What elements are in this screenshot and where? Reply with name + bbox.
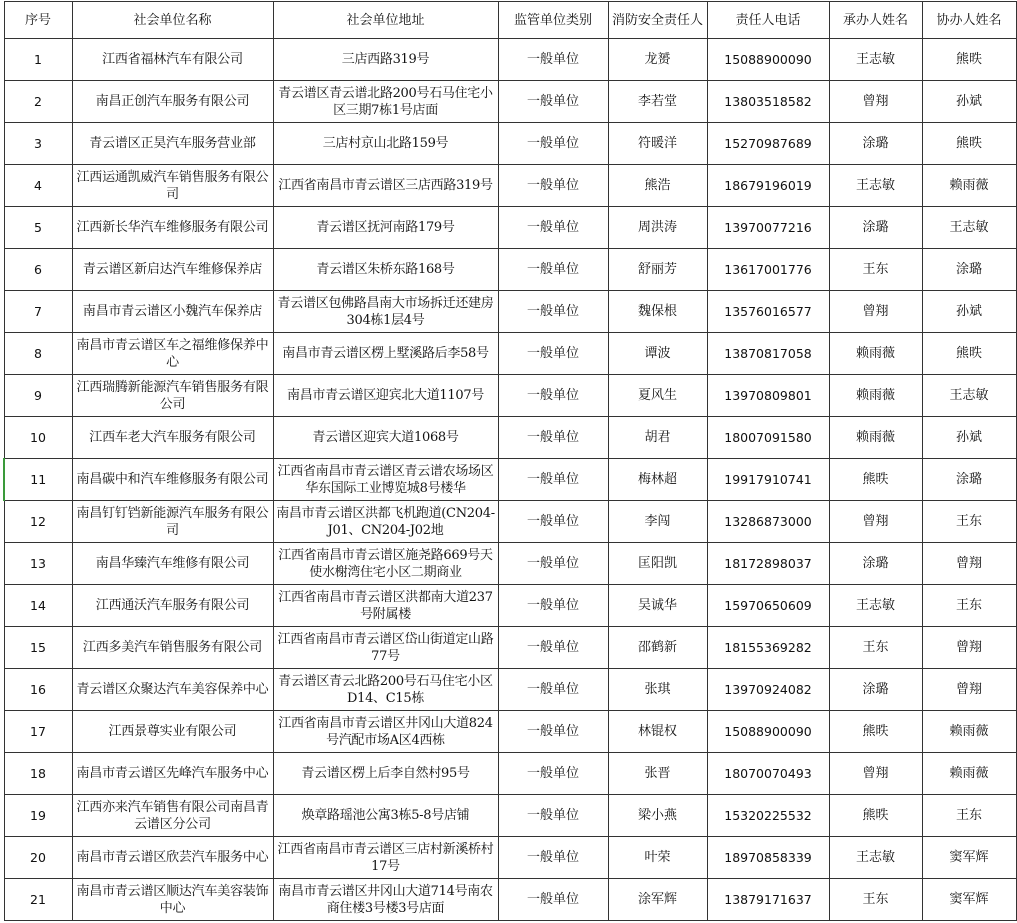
cell-phone[interactable]: 15088900090 <box>707 39 829 81</box>
cell-category[interactable]: 一般单位 <box>498 837 608 879</box>
cell-assistant[interactable]: 王东 <box>922 501 1016 543</box>
cell-category[interactable]: 一般单位 <box>498 165 608 207</box>
cell-handler[interactable]: 曾翔 <box>829 753 922 795</box>
cell-address[interactable]: 青云谱区包佛路昌南大市场拆迁还建房304栋1层4号 <box>273 291 498 333</box>
cell-address[interactable]: 江西省南昌市青云谱区岱山街道定山路77号 <box>273 627 498 669</box>
cell-unit-name[interactable]: 青云谱区正昊汽车服务营业部 <box>72 123 273 165</box>
cell-phone[interactable]: 13286873000 <box>707 501 829 543</box>
cell-handler[interactable]: 曾翔 <box>829 81 922 123</box>
cell-phone[interactable]: 15970650609 <box>707 585 829 627</box>
cell-category[interactable]: 一般单位 <box>498 585 608 627</box>
cell-category[interactable]: 一般单位 <box>498 669 608 711</box>
table-row <box>4 795 1016 837</box>
table-row <box>4 837 1016 879</box>
cell-unit-name[interactable]: 南昌市青云谱区先峰汽车服务中心 <box>72 753 273 795</box>
cell-assistant[interactable]: 涂璐 <box>922 459 1016 501</box>
cell-unit-name[interactable]: 江西多美汽车销售服务有限公司 <box>72 627 273 669</box>
cell-address[interactable]: 江西省南昌市青云谱区青云谱农场场区华东国际工业博览城8号楼华 <box>273 459 498 501</box>
header-seq[interactable]: 序号 <box>4 2 72 39</box>
cell-unit-name[interactable]: 江西亦来汽车销售有限公司南昌青云谱区分公司 <box>72 795 273 837</box>
cell-seq[interactable]: 20 <box>4 837 72 879</box>
cell-handler[interactable]: 王东 <box>829 249 922 291</box>
table-row <box>4 207 1016 249</box>
cell-phone[interactable]: 15088900090 <box>707 711 829 753</box>
cell-phone[interactable]: 18679196019 <box>707 165 829 207</box>
cell-category[interactable]: 一般单位 <box>498 879 608 921</box>
cell-assistant[interactable]: 赖雨薇 <box>922 711 1016 753</box>
table-row <box>4 333 1016 375</box>
table-row <box>4 417 1016 459</box>
cell-fire-person[interactable]: 李若堂 <box>608 81 707 123</box>
cell-assistant[interactable]: 赖雨薇 <box>922 165 1016 207</box>
cell-seq[interactable]: 12 <box>4 501 72 543</box>
table-row <box>4 543 1016 585</box>
cell-seq[interactable]: 10 <box>4 417 72 459</box>
cell-fire-person[interactable]: 邵鹤新 <box>608 627 707 669</box>
header-name[interactable]: 社会单位名称 <box>72 2 273 39</box>
cell-category[interactable]: 一般单位 <box>498 333 608 375</box>
cell-phone[interactable]: 18070070493 <box>707 753 829 795</box>
header-phone[interactable]: 责任人电话 <box>707 2 829 39</box>
cell-phone[interactable]: 13970809801 <box>707 375 829 417</box>
cell-phone[interactable]: 18155369282 <box>707 627 829 669</box>
table-row <box>4 291 1016 333</box>
cell-fire-person[interactable]: 舒丽芳 <box>608 249 707 291</box>
cell-address[interactable]: 南昌市青云谱区洪都飞机跑道(CN204-J01、CN204-J02地 <box>273 501 498 543</box>
cell-category[interactable]: 一般单位 <box>498 207 608 249</box>
cell-phone[interactable]: 18970858339 <box>707 837 829 879</box>
cell-handler[interactable]: 赖雨薇 <box>829 333 922 375</box>
cell-address[interactable]: 青云谱区朱桥东路168号 <box>273 249 498 291</box>
header-fire-person[interactable]: 消防安全责任人 <box>608 2 707 39</box>
header-address[interactable]: 社会单位地址 <box>273 2 498 39</box>
cell-category[interactable]: 一般单位 <box>498 417 608 459</box>
cell-unit-name[interactable]: 南昌市青云谱区顺达汽车美容装饰中心 <box>72 879 273 921</box>
cell-handler[interactable]: 王志敏 <box>829 585 922 627</box>
cell-handler[interactable]: 王志敏 <box>829 165 922 207</box>
cell-phone[interactable]: 13970077216 <box>707 207 829 249</box>
table-row <box>4 627 1016 669</box>
cell-handler[interactable]: 王东 <box>829 627 922 669</box>
cell-phone[interactable]: 13970924082 <box>707 669 829 711</box>
cell-unit-name[interactable]: 江西通沃汽车服务有限公司 <box>72 585 273 627</box>
cell-address[interactable]: 青云谱区迎宾大道1068号 <box>273 417 498 459</box>
cell-phone[interactable]: 18172898037 <box>707 543 829 585</box>
cell-seq[interactable]: 8 <box>4 333 72 375</box>
cell-seq[interactable]: 21 <box>4 879 72 921</box>
cell-handler[interactable]: 涂璐 <box>829 669 922 711</box>
cell-category[interactable]: 一般单位 <box>498 627 608 669</box>
cell-handler[interactable]: 涂璐 <box>829 543 922 585</box>
cell-handler[interactable]: 涂璐 <box>829 207 922 249</box>
cell-phone[interactable]: 13617001776 <box>707 249 829 291</box>
cell-unit-name[interactable]: 南昌市青云谱区小魏汽车保养店 <box>72 291 273 333</box>
cell-fire-person[interactable]: 匡阳凯 <box>608 543 707 585</box>
header-category[interactable]: 监管单位类别 <box>498 2 608 39</box>
cell-assistant[interactable]: 熊昳 <box>922 39 1016 81</box>
cell-handler[interactable]: 赖雨薇 <box>829 417 922 459</box>
cell-assistant[interactable]: 赖雨薇 <box>922 753 1016 795</box>
cell-unit-name[interactable]: 江西新长华汽车维修服务有限公司 <box>72 207 273 249</box>
cell-phone[interactable]: 13576016577 <box>707 291 829 333</box>
unit-table <box>3 1 1017 921</box>
cell-assistant[interactable]: 窦军辉 <box>922 837 1016 879</box>
cell-fire-person[interactable]: 夏风生 <box>608 375 707 417</box>
cell-address[interactable]: 江西省南昌市青云谱区井冈山大道824号汽配市场A区4西栋 <box>273 711 498 753</box>
cell-category[interactable]: 一般单位 <box>498 711 608 753</box>
cell-address[interactable]: 青云谱区青云谱北路200号石马住宅小区三期7栋1号店面 <box>273 81 498 123</box>
cell-assistant[interactable]: 熊昳 <box>922 333 1016 375</box>
cell-category[interactable]: 一般单位 <box>498 81 608 123</box>
cell-phone[interactable]: 18007091580 <box>707 417 829 459</box>
cell-seq[interactable]: 7 <box>4 291 72 333</box>
cell-unit-name[interactable]: 南昌华臻汽车维修有限公司 <box>72 543 273 585</box>
cell-category[interactable]: 一般单位 <box>498 543 608 585</box>
cell-assistant[interactable]: 曾翔 <box>922 543 1016 585</box>
cell-seq[interactable]: 3 <box>4 123 72 165</box>
cell-unit-name[interactable]: 江西省福林汽车有限公司 <box>72 39 273 81</box>
cell-category[interactable]: 一般单位 <box>498 795 608 837</box>
cell-phone[interactable]: 13870817058 <box>707 333 829 375</box>
cell-fire-person[interactable]: 魏保根 <box>608 291 707 333</box>
table-row <box>4 81 1016 123</box>
cell-seq[interactable]: 2 <box>4 81 72 123</box>
cell-seq[interactable]: 6 <box>4 249 72 291</box>
cell-handler[interactable]: 熊昳 <box>829 711 922 753</box>
cell-seq[interactable]: 11 <box>4 459 72 501</box>
cell-address[interactable]: 江西省南昌市青云谱区三店西路319号 <box>273 165 498 207</box>
cell-category[interactable]: 一般单位 <box>498 249 608 291</box>
cell-phone[interactable]: 13803518582 <box>707 81 829 123</box>
cell-fire-person[interactable]: 谭波 <box>608 333 707 375</box>
cell-phone[interactable]: 19917910741 <box>707 459 829 501</box>
cell-assistant[interactable]: 涂璐 <box>922 249 1016 291</box>
cell-assistant[interactable]: 王东 <box>922 795 1016 837</box>
cell-address[interactable]: 三店村京山北路159号 <box>273 123 498 165</box>
cell-assistant[interactable]: 窦军辉 <box>922 879 1016 921</box>
cell-seq[interactable]: 13 <box>4 543 72 585</box>
cell-handler[interactable]: 王志敏 <box>829 837 922 879</box>
cell-assistant[interactable]: 王志敏 <box>922 207 1016 249</box>
cell-seq[interactable]: 9 <box>4 375 72 417</box>
cell-fire-person[interactable]: 张晋 <box>608 753 707 795</box>
cell-fire-person[interactable]: 林锟权 <box>608 711 707 753</box>
table-row <box>4 753 1016 795</box>
header-assistant[interactable]: 协办人姓名 <box>922 2 1016 39</box>
cell-address[interactable]: 江西省南昌市青云谱区三店村新溪桥村17号 <box>273 837 498 879</box>
table-row <box>4 375 1016 417</box>
cell-address[interactable]: 青云谱区青云北路200号石马住宅小区D14、C15栋 <box>273 669 498 711</box>
cell-seq[interactable]: 16 <box>4 669 72 711</box>
table-row <box>4 165 1016 207</box>
cell-handler[interactable]: 王志敏 <box>829 39 922 81</box>
cell-seq[interactable]: 19 <box>4 795 72 837</box>
cell-category[interactable]: 一般单位 <box>498 375 608 417</box>
cell-category[interactable]: 一般单位 <box>498 123 608 165</box>
cell-handler[interactable]: 曾翔 <box>829 501 922 543</box>
table-row <box>4 669 1016 711</box>
cell-unit-name[interactable]: 青云谱区新启达汽车维修保养店 <box>72 249 273 291</box>
table-row <box>4 501 1016 543</box>
cell-address[interactable]: 南昌市青云谱区迎宾北大道1107号 <box>273 375 498 417</box>
cell-fire-person[interactable]: 张琪 <box>608 669 707 711</box>
cell-unit-name[interactable]: 江西瑞腾新能源汽车销售服务有限公司 <box>72 375 273 417</box>
table-row <box>4 879 1016 921</box>
cell-assistant[interactable]: 王志敏 <box>922 375 1016 417</box>
cell-assistant[interactable]: 王东 <box>922 585 1016 627</box>
cell-assistant[interactable]: 孙斌 <box>922 81 1016 123</box>
cell-unit-name[interactable]: 南昌碳中和汽车维修服务有限公司 <box>72 459 273 501</box>
cell-address[interactable]: 焕章路瑶池公寓3栋5-8号店铺 <box>273 795 498 837</box>
cell-unit-name[interactable]: 江西景尊实业有限公司 <box>72 711 273 753</box>
cell-fire-person[interactable]: 李闯 <box>608 501 707 543</box>
cell-seq[interactable]: 14 <box>4 585 72 627</box>
cell-phone[interactable]: 13879171637 <box>707 879 829 921</box>
cell-unit-name[interactable]: 南昌正创汽车服务有限公司 <box>72 81 273 123</box>
cell-category[interactable]: 一般单位 <box>498 291 608 333</box>
cell-fire-person[interactable]: 涂军辉 <box>608 879 707 921</box>
cell-fire-person[interactable]: 吴诚华 <box>608 585 707 627</box>
cell-phone[interactable]: 15270987689 <box>707 123 829 165</box>
cell-fire-person[interactable]: 梁小燕 <box>608 795 707 837</box>
cell-address[interactable]: 江西省南昌市青云谱区洪都南大道237号附属楼 <box>273 585 498 627</box>
cell-fire-person[interactable]: 熊浩 <box>608 165 707 207</box>
cell-fire-person[interactable]: 周洪涛 <box>608 207 707 249</box>
cell-unit-name[interactable]: 青云谱区众聚达汽车美容保养中心 <box>72 669 273 711</box>
cell-fire-person[interactable]: 符暖洋 <box>608 123 707 165</box>
cell-fire-person[interactable]: 胡君 <box>608 417 707 459</box>
cell-address[interactable]: 青云谱区楞上后李自然村95号 <box>273 753 498 795</box>
cell-unit-name[interactable]: 江西车老大汽车服务有限公司 <box>72 417 273 459</box>
cell-address[interactable]: 江西省南昌市青云谱区施尧路669号天使水榭湾住宅小区二期商业 <box>273 543 498 585</box>
cell-unit-name[interactable]: 南昌市青云谱区车之福维修保养中心 <box>72 333 273 375</box>
cell-assistant[interactable]: 曾翔 <box>922 669 1016 711</box>
cell-handler[interactable]: 赖雨薇 <box>829 375 922 417</box>
cell-unit-name[interactable]: 南昌钉钉铛新能源汽车服务有限公司 <box>72 501 273 543</box>
cell-seq[interactable]: 1 <box>4 39 72 81</box>
table-row <box>4 123 1016 165</box>
cell-category[interactable]: 一般单位 <box>498 501 608 543</box>
cell-handler[interactable]: 熊昳 <box>829 795 922 837</box>
cell-fire-person[interactable]: 龙赟 <box>608 39 707 81</box>
cell-assistant[interactable]: 曾翔 <box>922 627 1016 669</box>
cell-assistant[interactable]: 孙斌 <box>922 417 1016 459</box>
table-row <box>4 39 1016 81</box>
cell-address[interactable]: 青云谱区抚河南路179号 <box>273 207 498 249</box>
cell-unit-name[interactable]: 江西运通凯威汽车销售服务有限公司 <box>72 165 273 207</box>
cell-address[interactable]: 南昌市青云谱区井冈山大道714号南农商住楼3号楼3号店面 <box>273 879 498 921</box>
cell-phone[interactable]: 15320225532 <box>707 795 829 837</box>
cell-fire-person[interactable]: 梅林超 <box>608 459 707 501</box>
cell-fire-person[interactable]: 叶荣 <box>608 837 707 879</box>
cell-category[interactable]: 一般单位 <box>498 753 608 795</box>
header-handler[interactable]: 承办人姓名 <box>829 2 922 39</box>
cell-assistant[interactable]: 孙斌 <box>922 291 1016 333</box>
cell-seq[interactable]: 17 <box>4 711 72 753</box>
table-row <box>4 585 1016 627</box>
cell-assistant[interactable]: 熊昳 <box>922 123 1016 165</box>
table-row <box>4 249 1016 291</box>
header-row <box>4 2 1016 39</box>
cell-unit-name[interactable]: 南昌市青云谱区欣芸汽车服务中心 <box>72 837 273 879</box>
spreadsheet-view <box>3 1 1015 921</box>
cell-seq[interactable]: 4 <box>4 165 72 207</box>
cell-seq[interactable]: 5 <box>4 207 72 249</box>
cell-seq[interactable]: 15 <box>4 627 72 669</box>
cell-handler[interactable]: 熊昳 <box>829 459 922 501</box>
cell-address[interactable]: 三店西路319号 <box>273 39 498 81</box>
table-row <box>4 459 1016 501</box>
table-row <box>4 711 1016 753</box>
cell-address[interactable]: 南昌市青云谱区楞上墅溪路后李58号 <box>273 333 498 375</box>
cell-handler[interactable]: 曾翔 <box>829 291 922 333</box>
cell-category[interactable]: 一般单位 <box>498 39 608 81</box>
cell-seq[interactable]: 18 <box>4 753 72 795</box>
cell-handler[interactable]: 涂璐 <box>829 123 922 165</box>
cell-handler[interactable]: 王东 <box>829 879 922 921</box>
cell-category[interactable]: 一般单位 <box>498 459 608 501</box>
